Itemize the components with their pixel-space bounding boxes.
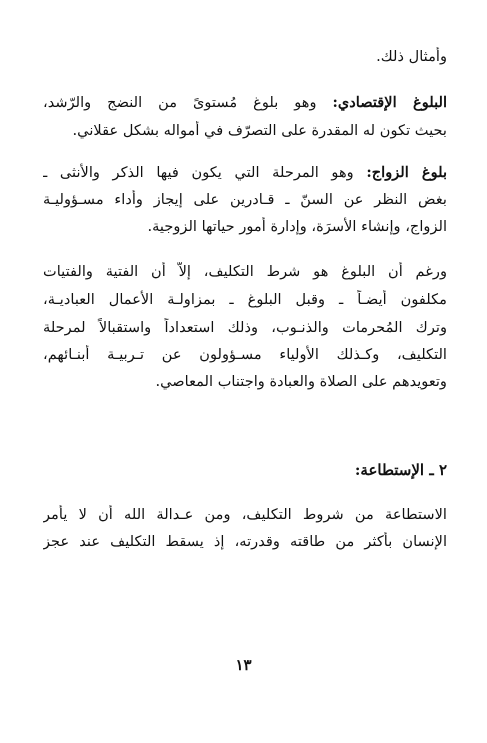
paragraph-text-3: وترك المُحرمات والذنـوب، وذلك استعداداً واستقبالاً لمرحلة [43, 319, 447, 336]
marriage-line-3 [43, 217, 447, 237]
paragraph-text-5: وتعويدهم على الصلاة والعبادة واجتناب المعاصي. [155, 373, 447, 390]
section-text-2: الإنسان بأكثر من طاقته وقدرته، إذ يسقط التكليف عند عجز [43, 533, 447, 550]
economic-term: البلوغ الإقتصادي: [332, 94, 447, 111]
section-text-1: الاستطاعة من شروط التكليف، ومن عـدالة الله أن لا يأمر [43, 506, 447, 523]
section-heading: ٢ ـ الإستطاعة: [354, 461, 447, 479]
paragraph-text-1: ورغم أن البلوغ هو شرط التكليف، إلاّ أن الفتية والفتيات [43, 263, 447, 280]
intro-text: وأمثال ذلك. [376, 48, 447, 65]
marriage-definition-middle: بغض النظر عن السنّ ـ قـادرين على إيجاز وأداء مسـؤوليـة [43, 191, 447, 208]
section-line-2 [43, 532, 447, 552]
economic-line-2 [43, 121, 447, 141]
intro-line [43, 47, 447, 67]
marriage-term: بلوغ الزواج: [366, 164, 447, 181]
paragraph-line-3 [43, 318, 447, 338]
paragraph-line-5 [43, 372, 447, 392]
marriage-definition-start: وهو المرحلة التي يكون فيها الذكر والأنثى ـ [43, 164, 367, 181]
paragraph-text-2: مكلفون أيضـاً ـ وقبل البلوغ ـ بمزاولـة الأعمال العباديـة، [43, 291, 447, 308]
page-number: ١٣ [235, 656, 252, 674]
paragraph-line-2 [43, 290, 447, 310]
marriage-line-1 [43, 163, 447, 183]
paragraph-line-1 [43, 262, 447, 282]
economic-definition-start: وهو بلوغ مُستوىً من النضج والرّشد، [43, 94, 333, 111]
marriage-line-2 [43, 190, 447, 210]
economic-line-1 [43, 93, 447, 113]
marriage-definition-end: الزواج، وإنشاء الأسرَة، وإدارة أمور حياتها الزوجية. [147, 218, 447, 235]
section-line-1 [43, 505, 447, 525]
paragraph-line-4 [43, 345, 447, 365]
paragraph-text-4: التكليف، وكـذلك الأولياء مسـؤولون عن تـربيـة أبنـائهم، [43, 346, 447, 363]
economic-definition-end: بحيث تكون له المقدرة على التصرّف في أمواله بشكل عقلاني. [72, 122, 447, 139]
